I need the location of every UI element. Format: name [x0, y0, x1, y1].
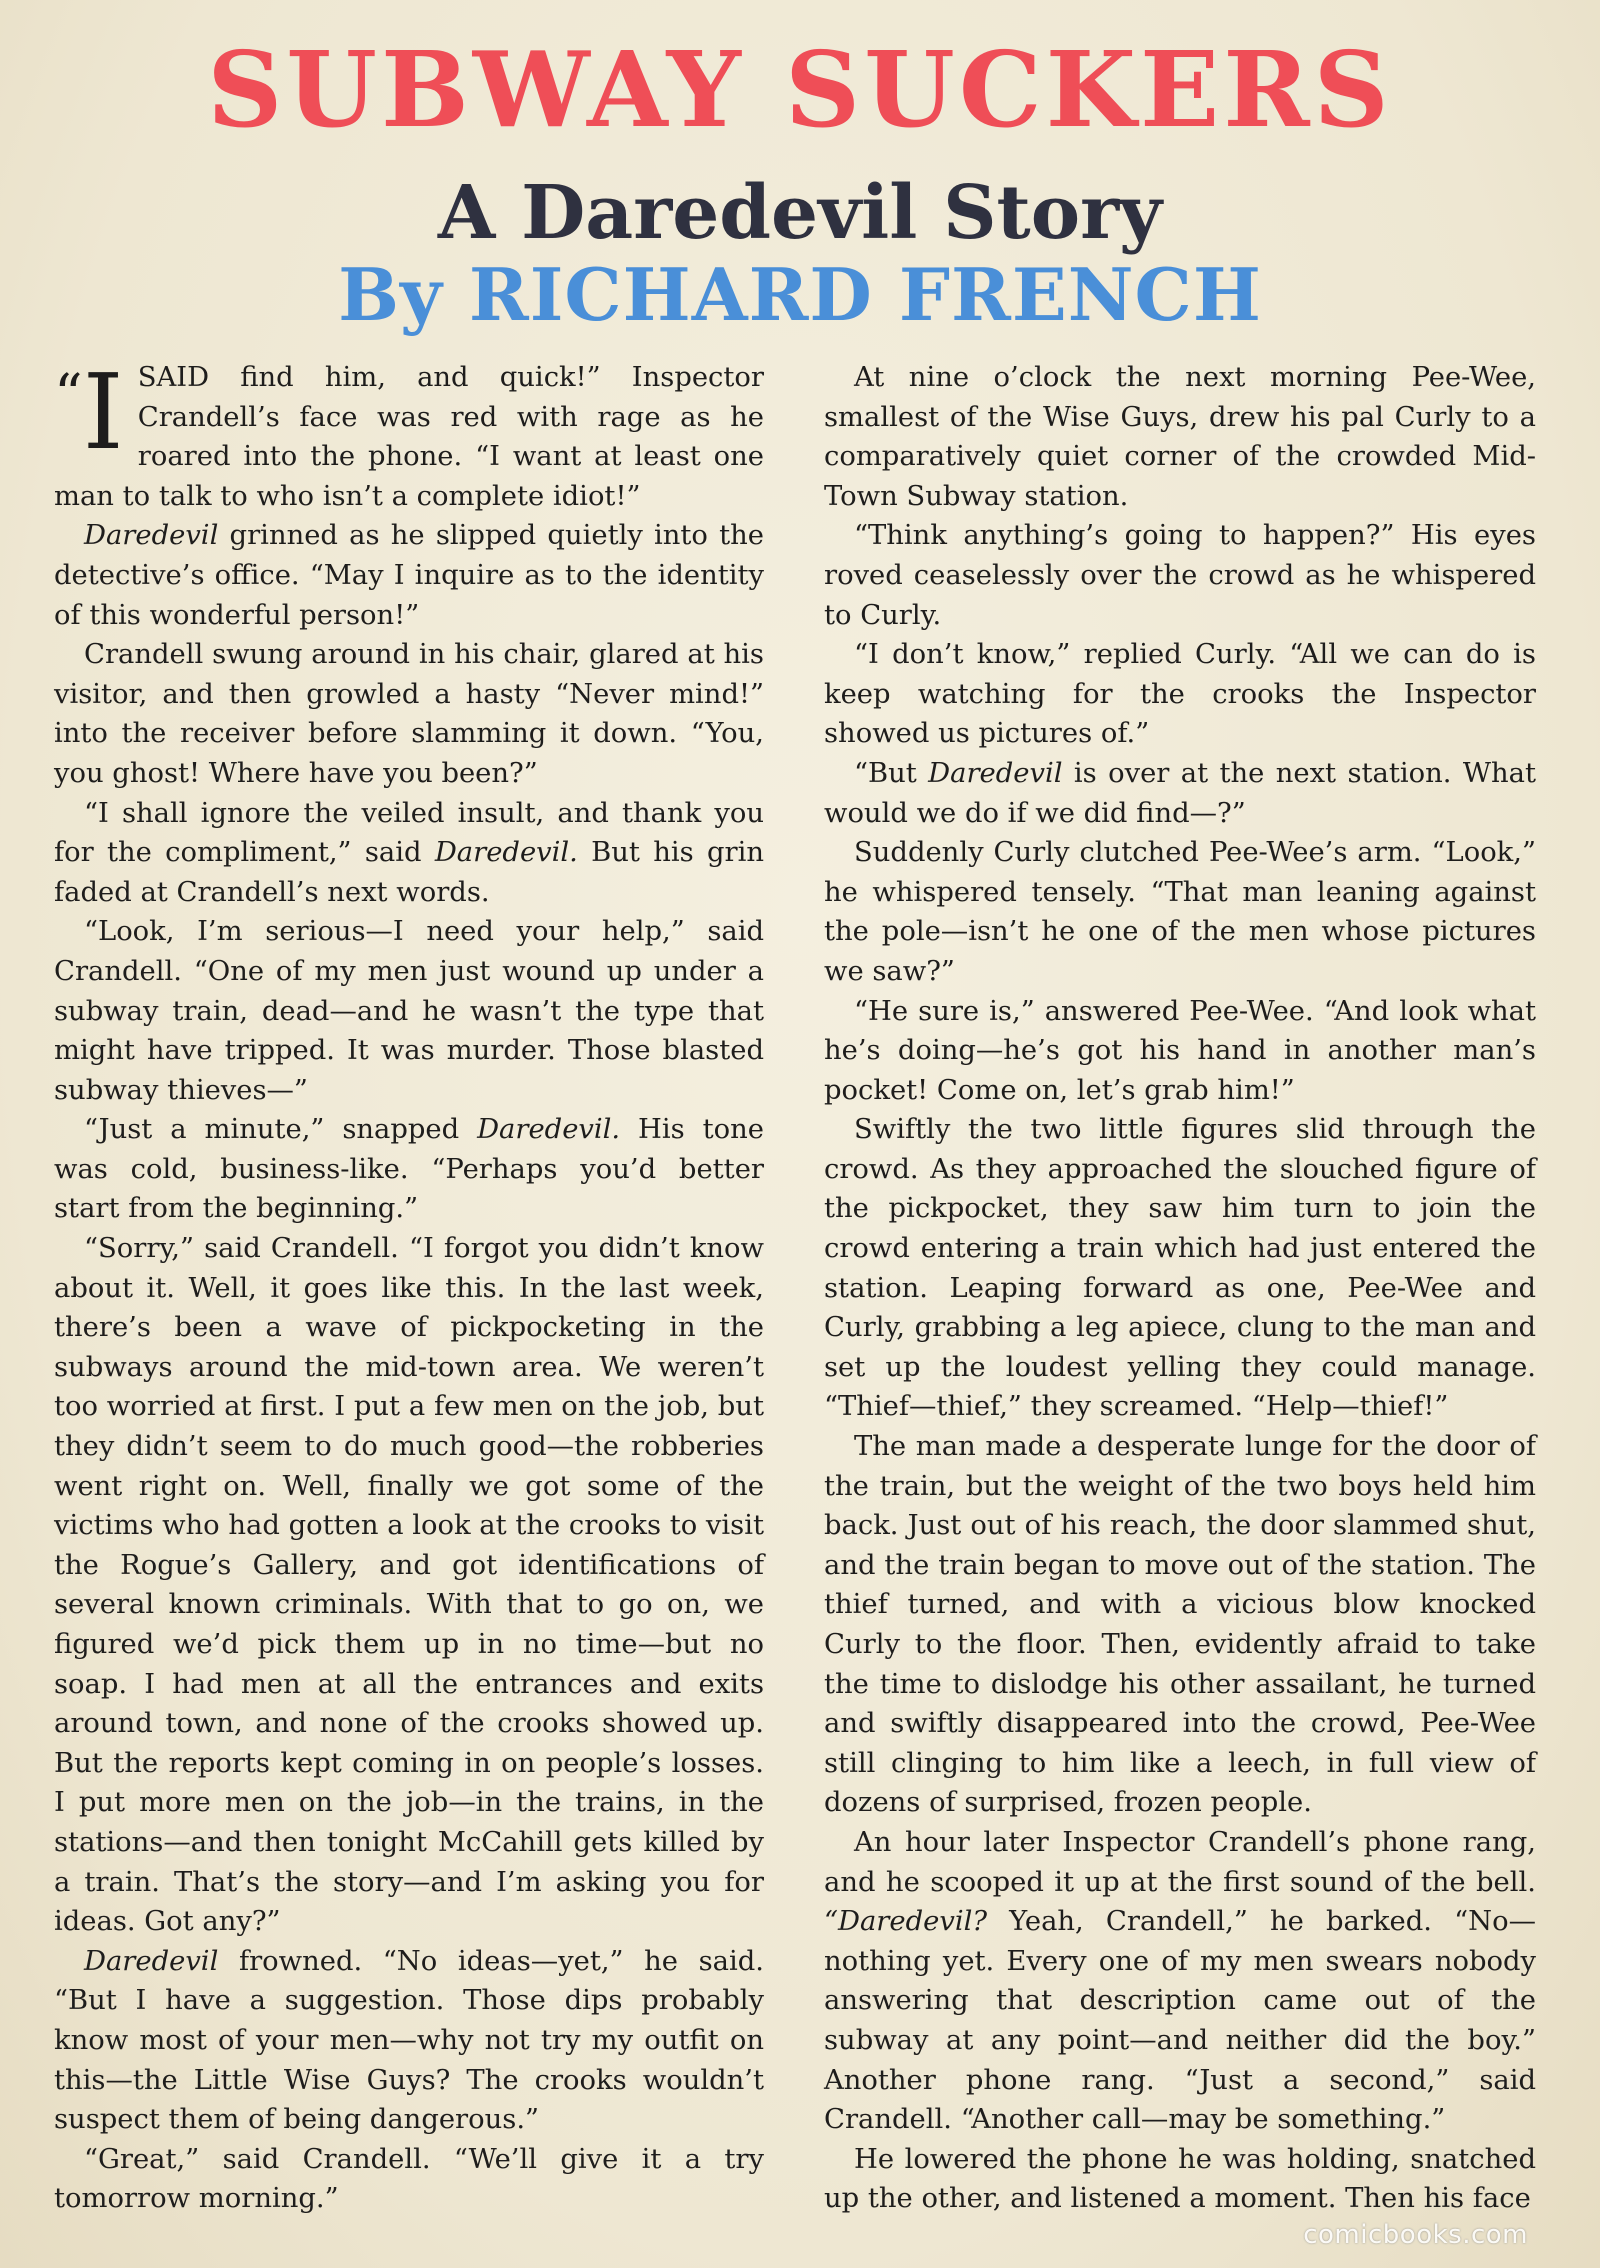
story-subtitle: A Daredevil Story [437, 170, 1163, 256]
paragraph: “Great,” said Crandell. “We’ll give it a try tomorrow morning.” [54, 2143, 764, 2215]
author-byline: By RICHARD FRENCH [338, 252, 1262, 337]
story-title: SUBWAY SUCKERS [207, 28, 1393, 151]
paragraph: “Think anything’s going to happen?” His eyes roved ceaselessly over the crowd as he whispered to Curly. [824, 520, 1536, 631]
left-text-column [54, 351, 764, 2219]
paragraph: At nine o’clock the next morning Pee-Wee, smallest of the Wise Guys, drew his pal Curly to a comparatively quiet corner of the crowded Mid-Town Subway station. [824, 362, 1536, 512]
paragraph: “I don’t know,” replied Curly. “All we can do is keep watching for the crooks the Inspector showed us pictures of.” [824, 639, 1536, 750]
right-text-column [824, 358, 1536, 2219]
paragraph: “Just a minute,” snapped Daredevil. His tone was cold, business-like. “Perhaps you’d better start from the beginning.” [54, 1114, 764, 1225]
paragraph: Suddenly Curly clutched Pee-Wee’s arm. “Look,” he whispered tensely. “That man leaning against the pole—isn’t he one of the men whose pictures we saw?” [824, 837, 1536, 987]
paragraph: “I shall ignore the veiled insult, and thank you for the compliment,” said Daredevil. But his grin faded at Crandell’s next words. [54, 797, 764, 908]
paragraph: Daredevil frowned. “No ideas—yet,” he said. “But I have a suggestion. Those dips probably know most of your men—why not try my outfit on this—the Little Wise Guys? The crooks wouldn’t suspect them of being dangerous.” [54, 1945, 764, 2136]
paragraph: “He sure is,” answered Pee-Wee. “And look what he’s doing—he’s got his hand in another man’s pocket! Come on, let’s grab him!” [824, 995, 1536, 1106]
paragraph: Daredevil grinned as he slipped quietly into the detective’s office. “May I inquire as to the identity of this wonderful person!” [54, 520, 764, 631]
paragraph: “Look, I’m serious—I need your help,” said Crandell. “One of my men just wound up under a subway train, dead—and he wasn’t the type that might have tripped. It was murder. Those blasted subway thieves—” [54, 916, 764, 1106]
paragraph: An hour later Inspector Crandell’s phone rang, and he scooped it up at the first sound of the bell. “Daredevil? Yeah, Crandell,” he barked. “No—nothing yet. Every one of my men swears nobody answering that description came out of the subway at any point—and neither did the boy.” Another phone rang. “Just a second,” said Crandell. “Another call—may be something.” [824, 1826, 1536, 2136]
drop-cap: “I [54, 351, 124, 473]
paragraph: Swiftly the two little figures slid through the crowd. As they approached the slouched figure of the pickpocket, they saw him turn to join the crowd entering a train which had just entered the station. Leaping forward as one, Pee-Wee and Curly, grabbing a leg apiece, clung to the man and set up the loudest yelling they could manage. “Thief—thief,” they screamed. “Help—thief!” [824, 1114, 1536, 1423]
watermark: comicbooks.com [1303, 2220, 1528, 2250]
paragraph: “Sorry,” said Crandell. “I forgot you didn’t know about it. Well, it goes like this. In the last week, there’s been a wave of pickpocketing in the subways around the mid-town area. We weren’t too worried at first. I put a few men on the job, but they didn’t seem to do much good—the robberies went right on. Well, finally we got some of the victims who had gotten a look at the crooks to visit the Rogue’s Gallery, and got identifications of several known criminals. With that to go on, we figured we’d pick them up in no time—but no soap. I had men at all the entrances and exits around town, and none of the crooks showed up. But the reports kept coming in on people’s losses. I put more men on the job—in the trains, in the stations—and then tonight McCahill gets killed by a train. That’s the story—and I’m asking you for ideas. Got any?” [54, 1233, 764, 1938]
paragraph: He lowered the phone he was holding, snatched up the other, and listened a moment. Then his face [824, 2143, 1536, 2215]
paragraph: “But Daredevil is over at the next station. What would we do if we did find—?” [824, 757, 1536, 829]
paragraph: The man made a desperate lunge for the door of the train, but the weight of the two boys held him back. Just out of his reach, the door slammed shut, and the train began to move out of the station. The thief turned, and with a vicious blow knocked Curly to the floor. Then, evidently afraid to take the time to dislodge his other assailant, he turned and swiftly disappeared into the crowd, Pee-Wee still clinging to him like a leech, in full view of dozens of surprised, frozen people. [824, 1431, 1536, 1819]
paragraph: Crandell swung around in his chair, glared at his visitor, and then growled a hasty “Never mind!” into the receiver before slamming it down. “You, you ghost! Where have you been?” [54, 639, 764, 789]
paragraph: “I SAID find him, and quick!” Inspector Crandell’s face was red with rage as he roared into the phone. “I want at least one man to talk to who isn’t a complete idiot!” [54, 351, 764, 512]
